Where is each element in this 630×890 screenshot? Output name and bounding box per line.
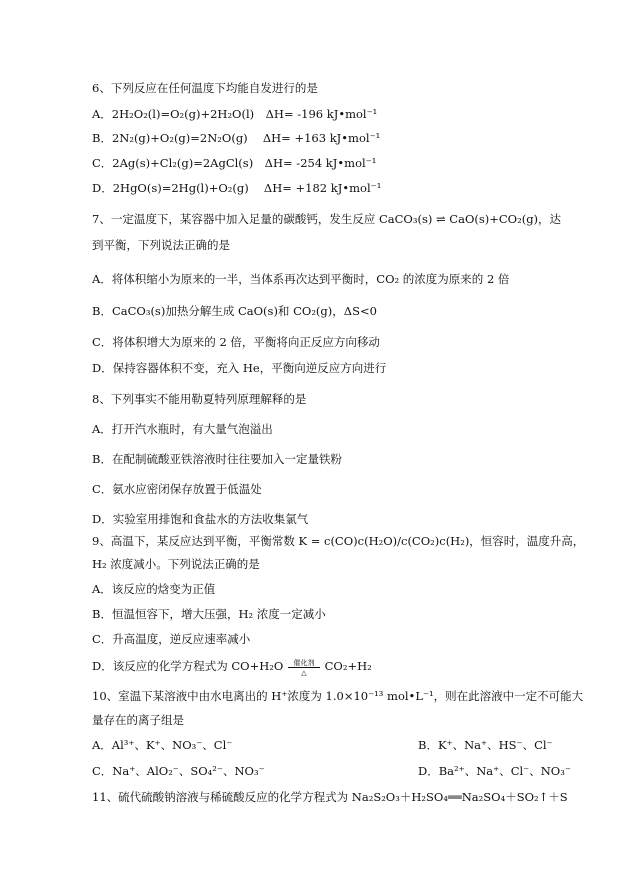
q6-option-d: D．2HgO(s)=2Hg(l)+O₂(g) ΔH= +182 kJ•mol⁻¹ (92, 181, 382, 195)
q7-option-a: A．将体积缩小为原来的一半，当体系再次达到平衡时，CO₂ 的浓度为原来的 2 倍 (92, 272, 510, 286)
q10-option-d: D．Ba²⁺、Na⁺、Cl⁻、NO₃⁻ (418, 764, 571, 778)
q9-stem-line1: 9、高温下，某反应达到平衡，平衡常数 K = c(CO)c(H₂O)/c(CO₂)c(H₂)，恒容时，温度升高， (92, 534, 585, 548)
q7-stem-line2: 到平衡，下列说法正确的是 (92, 238, 230, 252)
q8-option-a: A．打开汽水瓶时，有大量气泡溢出 (92, 422, 273, 436)
q9-option-d (92, 658, 372, 675)
q6-option-a: A．2H₂O₂(l)=O₂(g)+2H₂O(l) ΔH= -196 kJ•mol⁻¹ (92, 107, 378, 121)
q7-option-c: C．将体积增大为原来的 2 倍，平衡将向正反应方向移动 (92, 335, 380, 349)
heat-symbol: △ (301, 669, 307, 677)
q10-option-a: A．Al³⁺、K⁺、NO₃⁻、Cl⁻ (92, 738, 233, 752)
q7-stem-line1: 7、一定温度下，某容器中加入足量的碳酸钙，发生反应 CaCO₃(s) ⇌ CaO(s)+CO₂(g)，达 (92, 212, 562, 226)
q9-option-c: C．升高温度，逆反应速率减小 (92, 632, 251, 646)
q10-option-c: C．Na⁺、AlO₂⁻、SO₄²⁻、NO₃⁻ (92, 764, 265, 778)
q8-stem: 8、下列事实不能用勒夏特列原理解释的是 (92, 392, 307, 406)
q10-stem-line2: 量存在的离子组是 (92, 713, 184, 727)
q7-option-b: B．CaCO₃(s)加热分解生成 CaO(s)和 CO₂(g)，ΔS<0 (92, 304, 377, 318)
q11-stem: 11、硫代硫酸钠溶液与稀硫酸反应的化学方程式为 Na₂S₂O₃＋H₂SO₄══Na₂SO₄＋SO₂↑＋S (92, 790, 568, 804)
q10-stem-line1: 10、室温下某溶液中由水电离出的 H⁺浓度为 1.0×10⁻¹³ mol•L⁻¹，则在此溶液中一定不可能大 (92, 689, 584, 703)
q9-option-b: B．恒温恒容下，增大压强，H₂ 浓度一定减小 (92, 607, 326, 621)
q9-option-a: A．该反应的焓变为正值 (92, 582, 216, 596)
q8-option-c: C．氨水应密闭保存放置于低温处 (92, 482, 262, 496)
q6-stem: 6、下列反应在任何温度下均能自发进行的是 (92, 81, 318, 95)
catalyst-arrow (287, 659, 321, 675)
q9-option-d-products: CO₂+H₂ (324, 659, 372, 673)
q9-stem-line2: H₂ 浓度减小。下列说法正确的是 (92, 557, 260, 571)
q6-option-b: B．2N₂(g)+O₂(g)=2N₂O(g) ΔH= +163 kJ•mol⁻¹ (92, 131, 381, 145)
catalyst-label: 催化剂 (293, 659, 315, 667)
q10-option-b: B．K⁺、Na⁺、HS⁻、Cl⁻ (418, 738, 553, 752)
q9-option-d-prefix: D．该反应的化学方程式为 CO+H₂O (92, 659, 284, 673)
q6-option-c: C．2Ag(s)+Cl₂(g)=2AgCl(s) ΔH= -254 kJ•mol⁻¹ (92, 156, 377, 170)
q10-options-row1 (92, 737, 553, 753)
q8-option-b: B．在配制硫酸亚铁溶液时往往要加入一定量铁粉 (92, 452, 342, 466)
q7-option-d: D．保持容器体积不变，充入 He，平衡向逆反应方向进行 (92, 361, 387, 375)
q10-options-row2 (92, 763, 571, 779)
q8-option-d: D．实验室用排饱和食盐水的方法收集氯气 (92, 512, 309, 526)
arrow-line (288, 667, 320, 668)
